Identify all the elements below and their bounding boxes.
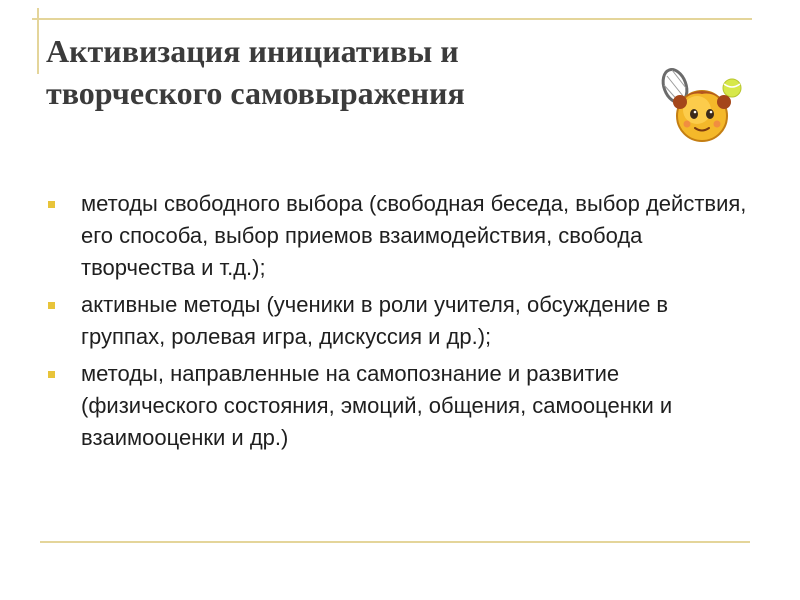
bullet-marker [48,371,55,378]
title-line-2: творческого самовыражения [46,75,465,111]
bullet-marker [48,302,55,309]
list-item-text: активные методы (ученики в роли учителя, обсуждение в группах, ролевая игра, дискуссия и др.); [81,292,669,349]
slide-title [46,30,646,114]
left-accent-line [37,8,39,74]
title-line-1: Активизация инициативы и [46,33,459,69]
tennis-smiley-icon [650,58,760,148]
list-item-text: методы свободного выбора (свободная беседа, выбор действия, его способа, выбор приемов взаимодействия, свобода творчества и т.д.); [81,191,747,280]
top-divider [32,18,752,20]
list-item [48,289,748,353]
list-item [48,188,748,284]
list-item [48,358,748,454]
list-item-text: методы, направленные на самопознание и развитие (физического состояния, эмоций, общения, самооценки и взаимооценки и др.) [81,361,673,450]
bullet-list [48,188,748,459]
bottom-divider [40,541,750,543]
bullet-marker [48,201,55,208]
